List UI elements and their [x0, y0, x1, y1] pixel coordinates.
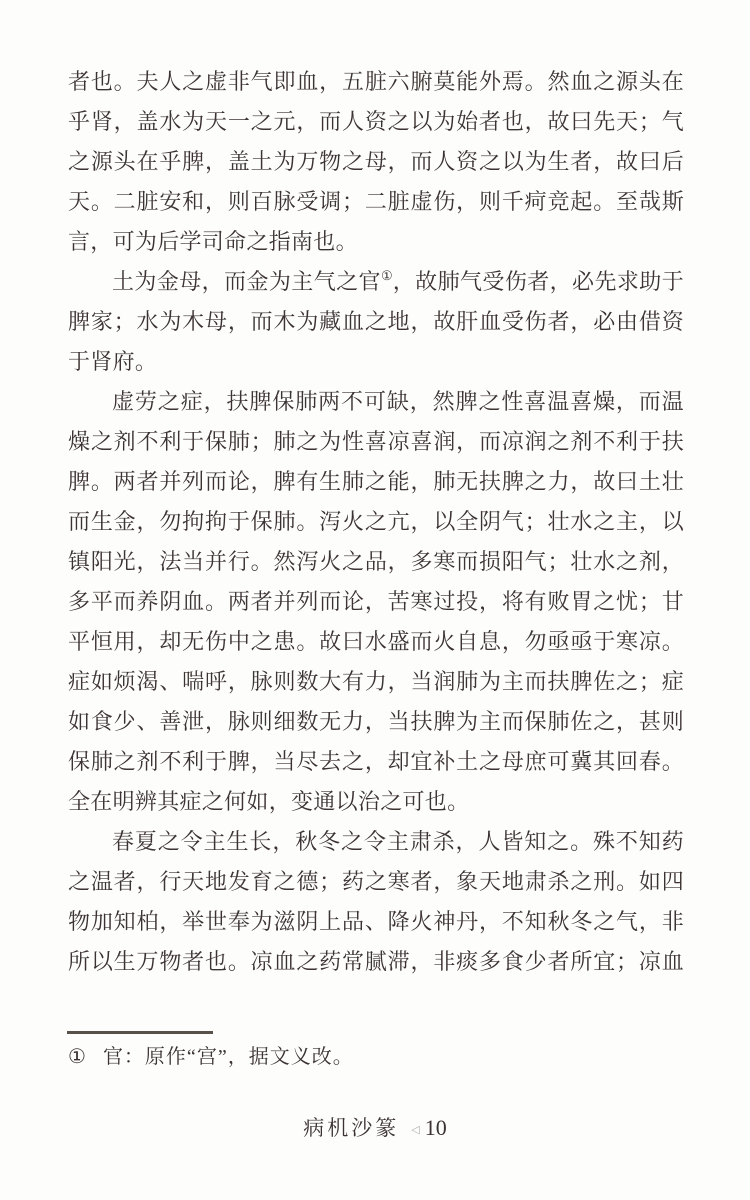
text-line: 多平而养阴血。两者并列而论，苦寒过投，将有败胃之忧；甘 — [68, 589, 684, 614]
text-line: 乎肾，盖水为天一之元，而人资之以为始者也，故曰先天；气 — [68, 109, 684, 134]
text-line: 保肺之剂不利于脾，当尽去之，却宜补土之母庶可冀其回春。 — [68, 749, 684, 774]
text-line: 春夏之令主生长，秋冬之令主肃杀，人皆知之。殊不知药 — [112, 829, 684, 854]
text-line: 脾。两者并列而论，脾有生肺之能，肺无扶脾之力，故曰土壮 — [68, 469, 684, 494]
text-line: 所以生万物者也。凉血之药常腻滞，非痰多食少者所宜；凉血 — [68, 949, 684, 974]
text-line: 燥之剂不利于保肺；肺之为性喜凉喜润，而凉润之剂不利于扶 — [68, 429, 684, 454]
text-line: 脾家；水为木母，而木为藏血之地，故肝血受伤者，必由借资 — [68, 309, 684, 334]
footnote-divider — [67, 1031, 213, 1034]
text-line: 于肾府。 — [68, 349, 158, 374]
text-run: 土为金母，而金为主气之官 — [112, 269, 381, 294]
footnote-text: 官：原作“宫”，据文义改。 — [102, 1046, 354, 1068]
text-line: 之温者，行天地发育之德；药之寒者，象天地肃杀之刑。如四 — [68, 869, 684, 894]
book-title: 病机沙篆 — [303, 1116, 400, 1140]
text-line: 镇阳光，法当并行。然泻火之品，多寒而损阳气；壮水之剂， — [68, 549, 684, 574]
text-run: ，故肺气受伤者，必先求助于 — [392, 269, 685, 294]
text-line: 虚劳之症，扶脾保肺两不可缺，然脾之性喜温喜燥，而温 — [112, 389, 684, 414]
text-line: 如食少、善泄，脉则细数无力，当扶脾为主而保肺佐之，甚则 — [68, 709, 684, 734]
text-line: 平恒用，却无伤中之患。故曰水盛而火自息，勿亟亟于寒凉。 — [68, 629, 684, 654]
main-text — [68, 62, 684, 982]
text-line: 物加知柏，举世奉为滋阴上品、降火神丹，不知秋冬之气，非 — [68, 909, 684, 934]
footnote-ref: ① — [380, 268, 393, 283]
text-line: 而生金，勿拘拘于保肺。泻火之亢，以全阴气；壮水之主，以 — [68, 509, 684, 534]
text-line: 全在明辨其症之何如，变通以治之可也。 — [68, 789, 470, 814]
text-line: 言，可为后学司命之指南也。 — [68, 229, 358, 254]
left-triangle-icon: ◁ — [411, 1124, 420, 1136]
footnote-number: ① — [68, 1046, 87, 1068]
page-number: 10 — [424, 1115, 447, 1140]
text-line — [68, 262, 684, 302]
footnote — [68, 1042, 684, 1072]
page-footer — [0, 1112, 750, 1142]
text-line: 症如烦渴、喘呼，脉则数大有力，当润肺为主而扶脾佐之；症 — [68, 669, 684, 694]
text-line: 之源头在乎脾，盖土为万物之母，而人资之以为生者，故曰后 — [68, 149, 684, 174]
text-line: 者也。夫人之虚非气即血，五脏六腑莫能外焉。然血之源头在 — [68, 69, 684, 94]
text-line: 天。二脏安和，则百脉受调；二脏虚伤，则千疴竞起。至哉斯 — [68, 189, 684, 214]
